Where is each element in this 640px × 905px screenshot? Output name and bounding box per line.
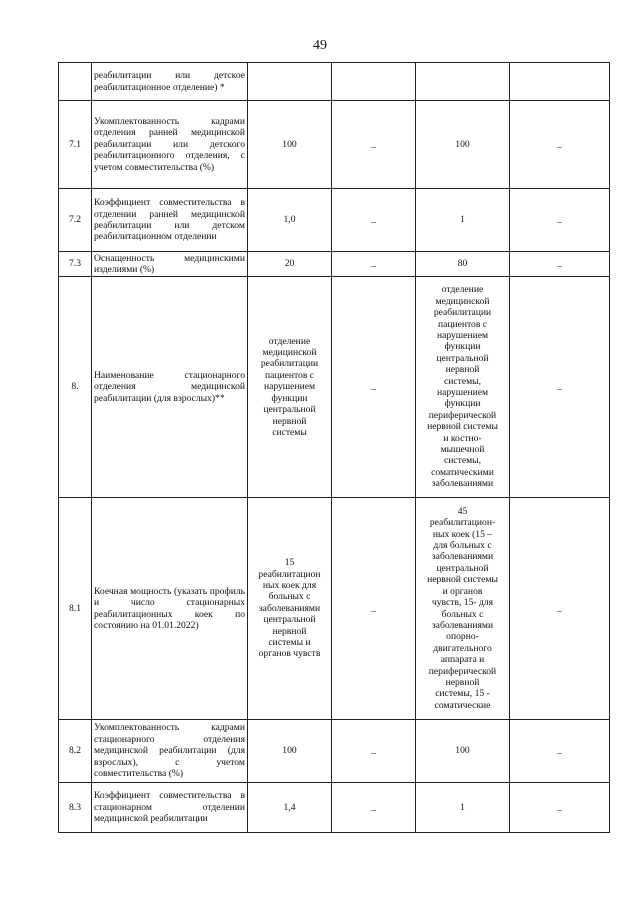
value-col-2: _ xyxy=(332,783,416,833)
value-col-4 xyxy=(510,63,610,101)
row-number: 7.3 xyxy=(59,252,92,277)
row-name: Укомплектованность кадрами стационарного отделения медицинской реабилитации (для взрослых), с учетом совместительства (%) xyxy=(92,720,248,783)
row-number: 8.3 xyxy=(59,783,92,833)
row-number: 8.2 xyxy=(59,720,92,783)
row-name: Коэффициент совместительства в стационарном отделении медицинской реабилитации xyxy=(92,783,248,833)
row-number: 8. xyxy=(59,277,92,498)
value-col-3: 100 xyxy=(416,101,510,189)
value-col-1: 1,0 xyxy=(248,189,332,252)
value-col-4: _ xyxy=(510,720,610,783)
page-number: 49 xyxy=(313,38,327,53)
row-number: 7.2 xyxy=(59,189,92,252)
value-col-2: _ xyxy=(332,101,416,189)
table-row xyxy=(59,720,610,783)
value-col-1: отделение медицинской реабилитации пациентов с нарушением функции центральной нервной системы xyxy=(248,277,332,498)
value-col-3: отделение медицинской реабилитации пациентов с нарушением функции центральной нервной системы, нарушением функции периферической нервной системы и костно- мышечной системы, соматическими заболеваниями xyxy=(416,277,510,498)
value-col-1: 1,4 xyxy=(248,783,332,833)
table-row xyxy=(59,783,610,833)
value-col-4: _ xyxy=(510,189,610,252)
row-name: реабилитации или детское реабилитационное отделение) * xyxy=(92,63,248,101)
value-col-2: _ xyxy=(332,252,416,277)
row-name: Коечная мощность (указать профиль и число стационарных реабилитационных коек по состоянию на 01.01.2022) xyxy=(92,498,248,720)
value-col-4: _ xyxy=(510,498,610,720)
value-col-4: _ xyxy=(510,252,610,277)
table-row xyxy=(59,63,610,101)
indicators-table xyxy=(58,62,610,833)
row-number: 8.1 xyxy=(59,498,92,720)
row-name: Оснащенность медицинскими изделиями (%) xyxy=(92,252,248,277)
value-col-2: _ xyxy=(332,498,416,720)
value-col-2: _ xyxy=(332,720,416,783)
value-col-2: _ xyxy=(332,189,416,252)
row-name: Укомплектованность кадрами отделения ранней медицинской реабилитации или детского реабилитационного отделения, с учетом совместительства (%) xyxy=(92,101,248,189)
table-row xyxy=(59,498,610,720)
row-number xyxy=(59,63,92,101)
value-col-3: 1 xyxy=(416,783,510,833)
value-col-4: _ xyxy=(510,101,610,189)
value-col-3: 100 xyxy=(416,720,510,783)
value-col-3: 80 xyxy=(416,252,510,277)
table-row xyxy=(59,189,610,252)
value-col-1: 15 реабилитацион ных коек для больных с заболеваниями центральной нервной системы и органов чувств xyxy=(248,498,332,720)
row-name: Коэффициент совместительства в отделении ранней медицинской реабилитации или детском реабилитационном отделении xyxy=(92,189,248,252)
value-col-3: 45 реабилитацион- ных коек (15 – для больных с заболеваниями центральной нервной системы и органов чувств, 15- для больных с заболеваниями опорно- двигательного аппарата и периферической нервной системы, 15 - соматические xyxy=(416,498,510,720)
value-col-1: 20 xyxy=(248,252,332,277)
value-col-4: _ xyxy=(510,783,610,833)
value-col-1 xyxy=(248,63,332,101)
value-col-2: _ xyxy=(332,277,416,498)
value-col-2 xyxy=(332,63,416,101)
row-number: 7.1 xyxy=(59,101,92,189)
value-col-1: 100 xyxy=(248,101,332,189)
value-col-4: _ xyxy=(510,277,610,498)
table-row xyxy=(59,277,610,498)
row-name: Наименование стационарного отделения медицинской реабилитации (для взрослых)** xyxy=(92,277,248,498)
value-col-1: 100 xyxy=(248,720,332,783)
value-col-3 xyxy=(416,63,510,101)
table-row xyxy=(59,101,610,189)
value-col-3: 1 xyxy=(416,189,510,252)
table-row xyxy=(59,252,610,277)
